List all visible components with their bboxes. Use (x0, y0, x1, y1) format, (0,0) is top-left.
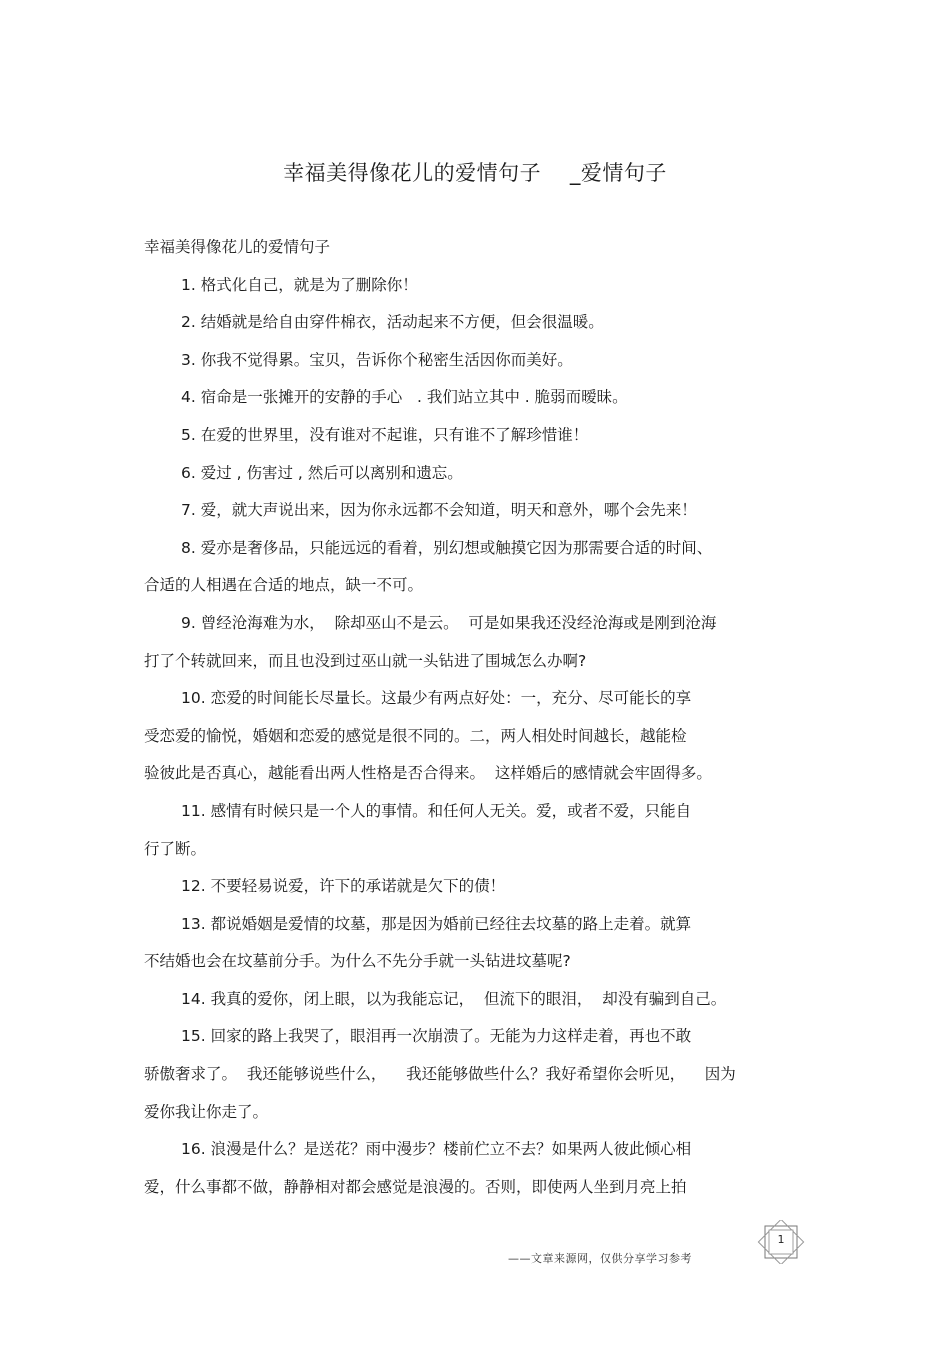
footer-source-note: ——文章来源网，仅供分享学习参考 (508, 1252, 692, 1265)
sentence-item (144, 492, 814, 530)
sentence-item (144, 304, 814, 342)
sentence-list (144, 267, 814, 1207)
sentence-line: 13. 都说婚姻是爱情的坟墓，那是因为婚前已经往去坟墓的路上走着。就算 (181, 914, 692, 933)
sentence-line: 6. 爱过 , 伤害过 , 然后可以离别和遗忘。 (181, 463, 463, 482)
sentence-item (144, 605, 814, 680)
sentence-item (144, 530, 814, 605)
sentence-line: 12. 不要轻易说爱，许下的承诺就是欠下的债！ (181, 877, 506, 896)
document-body (144, 229, 814, 1206)
sentence-line: 4. 宿命是一张摊开的安静的手心 . 我们站立其中 . 脆弱而暧昧。 (181, 388, 628, 407)
sentence-item (144, 868, 814, 906)
sentence-line: 打了个转就回来，而且也没到过巫山就一头钻进了围城怎么办啊? (144, 651, 587, 670)
sentence-item (144, 342, 814, 380)
sentence-item (144, 981, 814, 1019)
document-subtitle: 幸福美得像花儿的爱情句子 (144, 238, 331, 256)
sentence-line: 11. 感情有时候只是一个人的事情。和任何人无关。爱，或者不爱，只能自 (181, 801, 692, 820)
sentence-line: 5. 在爱的世界里，没有谁对不起谁，只有谁不了解珍惜谁！ (181, 425, 589, 444)
sentence-line: 1. 格式化自己，就是为了删除你！ (181, 275, 418, 294)
sentence-line: 7. 爱，就大声说出来，因为你永远都不会知道，明天和意外，哪个会先来！ (181, 501, 697, 520)
sentence-item (144, 455, 814, 493)
sentence-line: 2. 结婚就是给自由穿件棉衣，活动起来不方便，但会很温暖。 (181, 313, 604, 332)
sentence-line: 验彼此是否真心，越能看出两人性格是否合得来。 这样婚后的感情就会牢固得多。 (144, 764, 712, 783)
sentence-line: 15. 回家的路上我哭了，眼泪再一次崩溃了。无能为力这样走着，再也不敢 (181, 1027, 692, 1046)
sentence-line: 爱你我让你走了。 (144, 1102, 269, 1121)
sentence-line: 骄傲奢求了。 我还能够说些什么， 我还能够做些什么？我好希望你会听见， 因为 (144, 1065, 736, 1084)
sentence-item (144, 1131, 814, 1206)
sentence-item (144, 417, 814, 455)
sentence-item (144, 379, 814, 417)
page-title: 幸福美得像花儿的爱情句子 _爱情句子 (283, 161, 667, 185)
sentence-item (144, 906, 814, 981)
sentence-item (144, 1018, 814, 1131)
page-number-badge (756, 1220, 806, 1264)
sentence-line: 10. 恋爱的时间能长尽量长。这最少有两点好处：一，充分、尽可能长的享 (181, 689, 692, 708)
sentence-item (144, 680, 814, 793)
sentence-line: 合适的人相遇在合适的地点，缺一不可。 (144, 576, 424, 595)
page-number: 1 (777, 1233, 785, 1246)
sentence-line: 行了断。 (144, 839, 207, 858)
sentence-line: 不结婚也会在坟墓前分手。为什么不先分手就一头钻进坟墓呢? (144, 952, 571, 971)
sentence-line: 16. 浪漫是什么？是送花？雨中漫步？楼前伫立不去？如果两人彼此倾心相 (181, 1140, 692, 1159)
sentence-line: 8. 爱亦是奢侈品，只能远远的看着，别幻想或触摸它因为那需要合适的时间、 (181, 538, 713, 557)
sentence-line: 3. 你我不觉得累。宝贝，告诉你个秘密生活因你而美好。 (181, 350, 573, 369)
sentence-item (144, 267, 814, 305)
sentence-item (144, 793, 814, 868)
sentence-line: 爱，什么事都不做，静静相对都会感觉是浪漫的。否则，即使两人坐到月亮上拍 (144, 1177, 687, 1196)
sentence-line: 9. 曾经沧海难为水， 除却巫山不是云。 可是如果我还没经沧海或是刚到沧海 (181, 613, 717, 632)
sentence-line: 受恋爱的愉悦，婚姻和恋爱的感觉是很不同的。二，两人相处时间越长，越能检 (144, 726, 687, 745)
sentence-line: 14. 我真的爱你，闭上眼，以为我能忘记， 但流下的眼泪， 却没有骗到自己。 (181, 989, 727, 1008)
